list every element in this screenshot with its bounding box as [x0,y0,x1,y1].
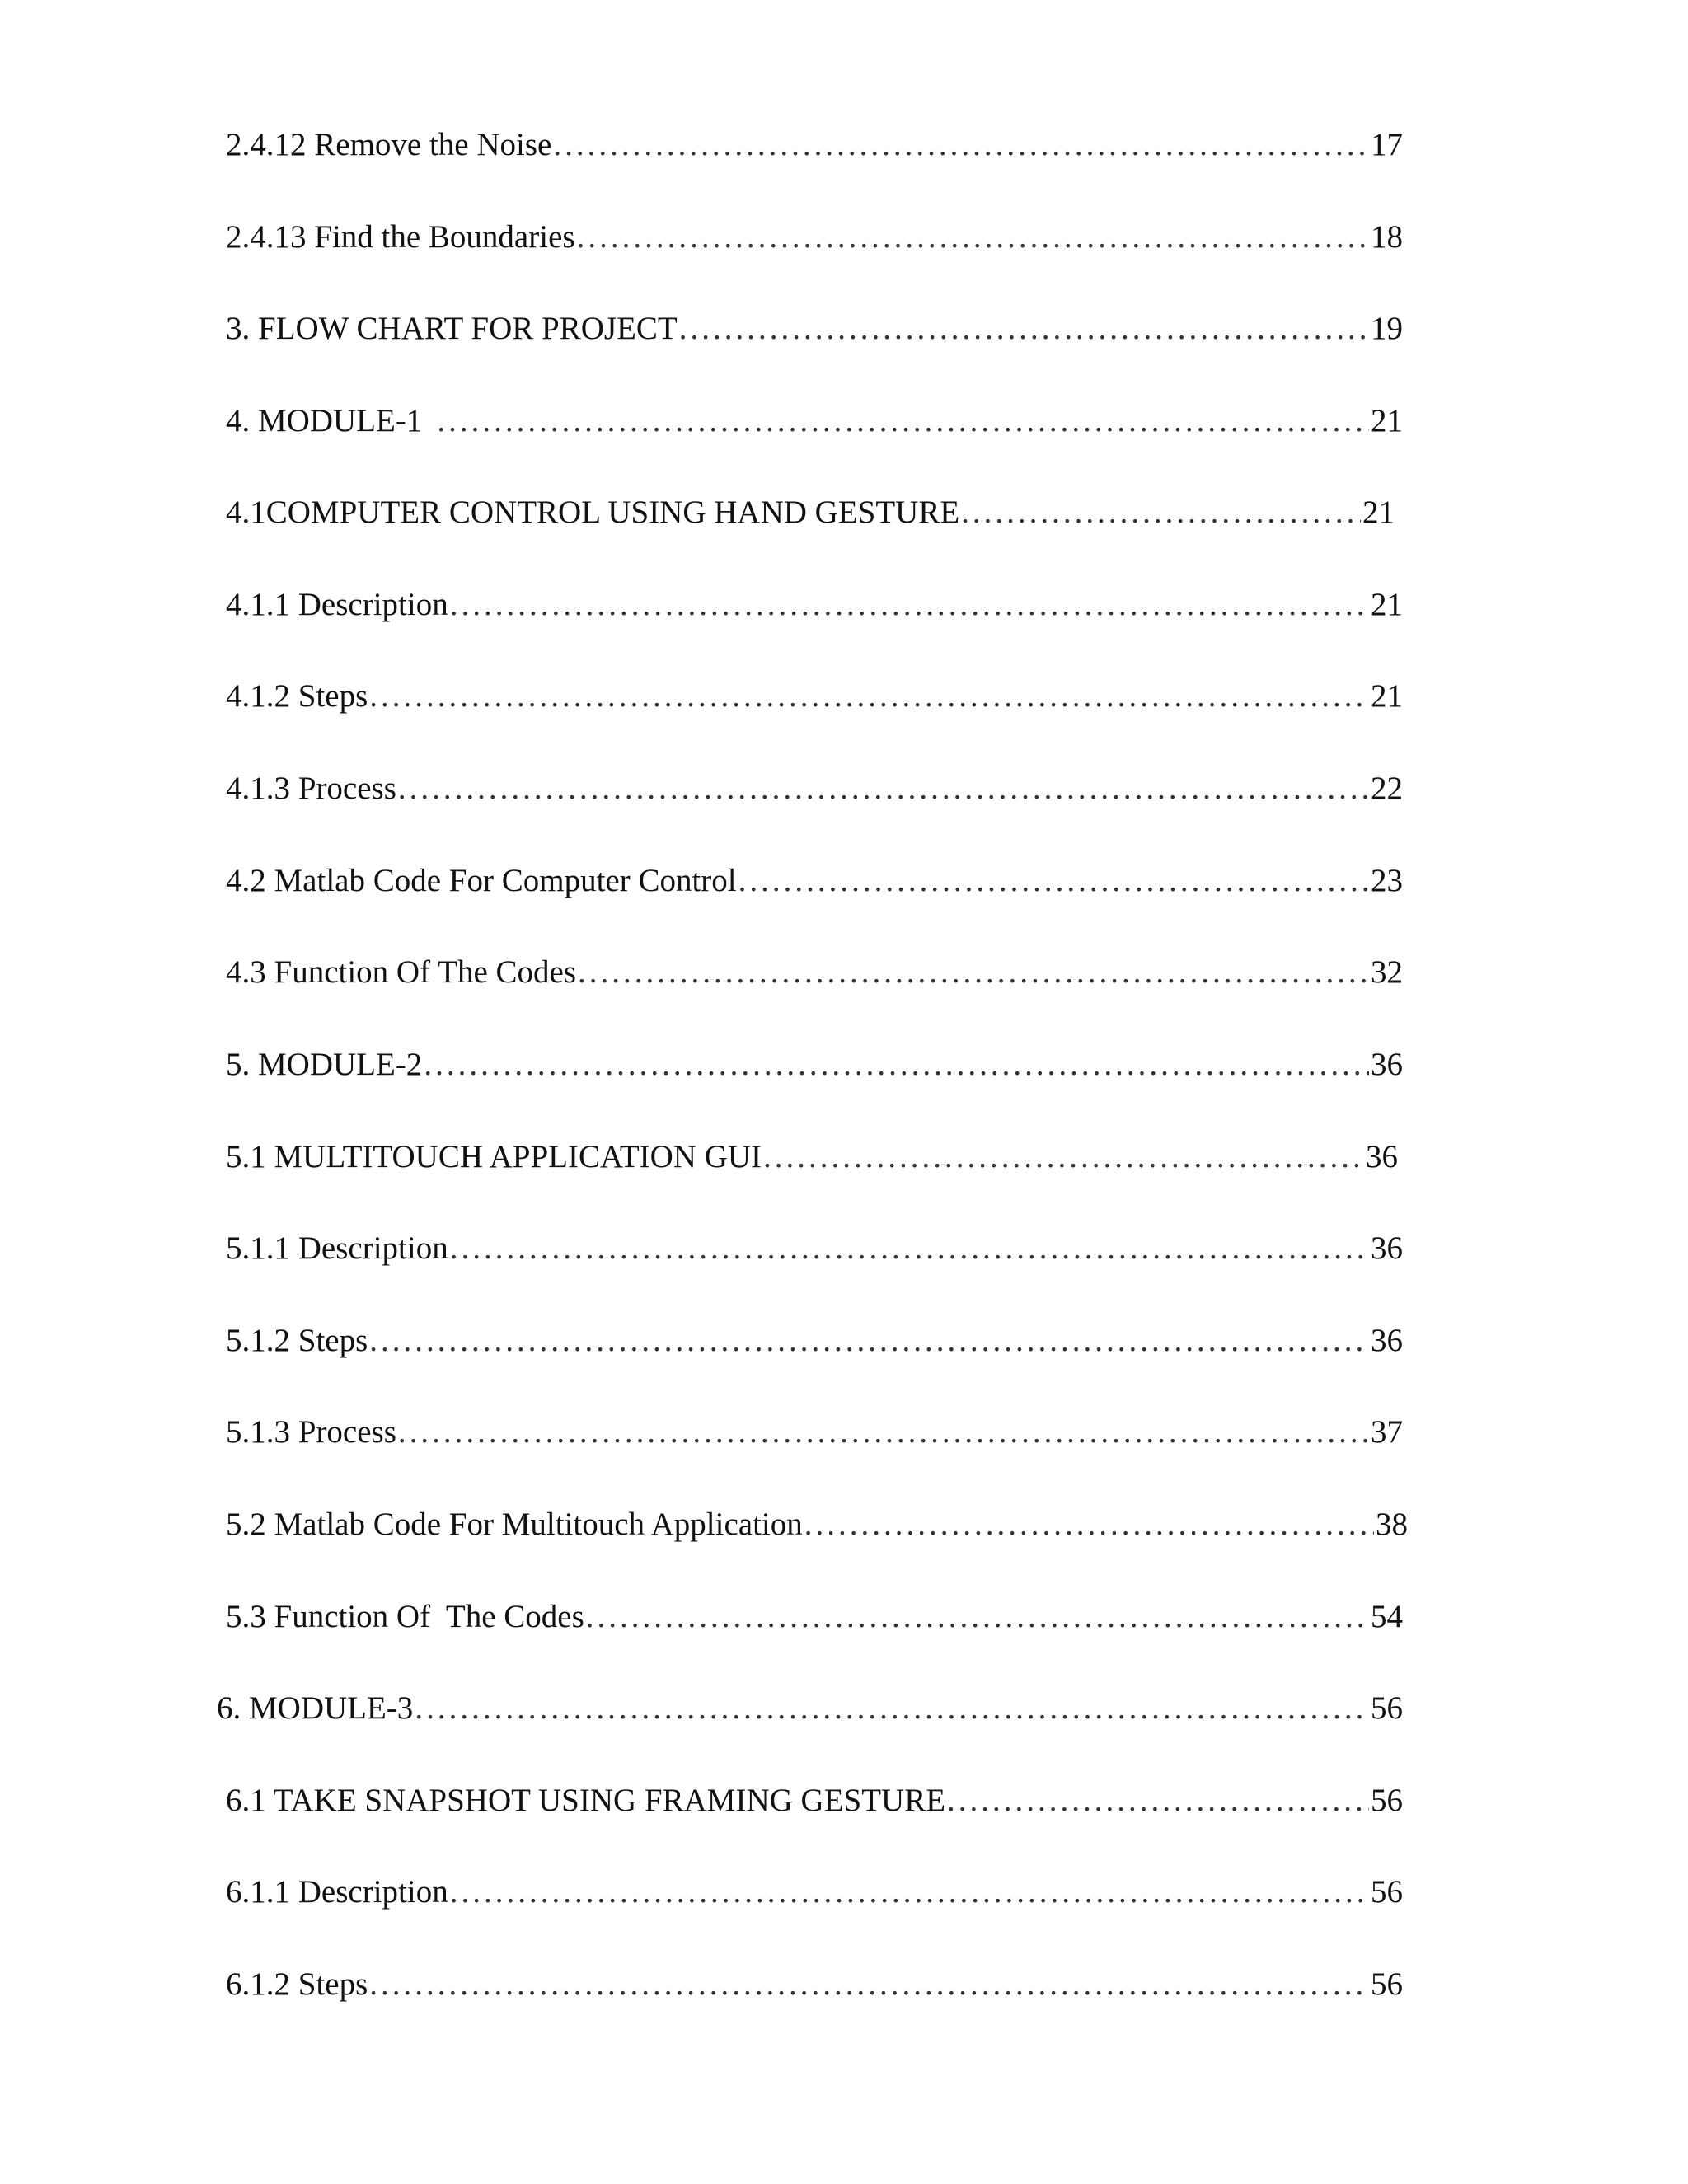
toc-entry-page: 56 [1371,1690,1403,1726]
toc-entry-page: 21 [1371,678,1403,714]
toc-entry-page: 54 [1371,1599,1403,1634]
toc-entry-title: 5.1 MULTITOUCH APPLICATION GUI [226,1139,762,1174]
toc-entry-4-2 [226,856,1403,906]
dot-leader [947,1776,1369,1825]
dot-leader [398,764,1369,813]
toc-entry-2-4-13 [226,213,1403,262]
toc-entry-page: 19 [1371,311,1403,346]
toc-entry-page: 21 [1371,403,1403,438]
dot-leader [424,1040,1369,1090]
toc-entry-5-3 [226,1592,1403,1642]
toc-entry-page: 37 [1371,1414,1403,1450]
toc-entry-title: 2.4.13 Find the Boundaries [226,219,575,255]
toc-entry-page: 36 [1371,1047,1403,1082]
toc-entry-4-3 [226,948,1403,997]
dot-leader [398,1408,1369,1457]
dot-leader [369,1316,1369,1366]
toc-entry-page: 36 [1366,1139,1398,1174]
toc-entry-4-1-2 [226,672,1403,721]
toc-entry-page: 38 [1376,1507,1408,1542]
dot-leader [577,213,1369,262]
toc-entry-title: 4.1COMPUTER CONTROL USING HAND GESTURE [226,494,960,530]
toc-entry-page: 23 [1371,863,1403,898]
toc-entry-page: 21 [1362,494,1395,530]
toc-entry-title: 2.4.12 Remove the Noise [226,127,552,162]
toc-entry-page: 21 [1371,587,1403,622]
toc-entry-6-1 [226,1776,1403,1825]
dot-leader [450,1868,1369,1917]
dot-leader [578,948,1369,997]
toc-entry-page: 36 [1371,1230,1403,1266]
dot-leader [804,1500,1374,1549]
toc-entry-title: 6. MODULE-3 [217,1690,414,1726]
dot-leader [450,580,1369,630]
toc-entry-page: 18 [1371,219,1403,255]
toc-entry-page: 56 [1371,1874,1403,1910]
toc-entry-title: 4.2 Matlab Code For Computer Control [226,863,737,898]
toc-entry-5-2 [226,1500,1408,1549]
toc-entry-5-1-1 [226,1224,1403,1273]
dot-leader [679,304,1369,354]
toc-entry-page: 56 [1371,1966,1403,2002]
toc-entry-page: 22 [1371,771,1403,806]
toc-entry-title: 5. MODULE-2 [226,1047,423,1082]
toc-entry-5-1-3 [226,1408,1403,1457]
toc-entry-5 [226,1040,1403,1090]
toc-entry-page: 56 [1371,1783,1403,1818]
toc-entry-title: 4.3 Function Of The Codes [226,954,577,990]
toc-entry-title: 4.1.3 Process [226,771,396,806]
toc-entry-title: 4.1.2 Steps [226,678,368,714]
dot-leader [369,1960,1369,2009]
dot-leader [763,1132,1364,1182]
dot-leader [961,488,1361,537]
toc-entry-6 [217,1684,1403,1733]
toc-entry-5-1 [226,1132,1398,1182]
toc-entry-title: 5.3 Function Of The Codes [226,1599,584,1634]
toc-entry-page: 17 [1371,127,1403,162]
toc-entry-2-4-12 [226,120,1403,170]
toc-entry-title: 4. MODULE-1 [226,403,423,438]
dot-leader [415,1684,1369,1733]
toc-entry-4-1-3 [226,764,1403,813]
toc-entry-title: 6.1 TAKE SNAPSHOT USING FRAMING GESTURE [226,1783,946,1818]
toc-entry-5-1-2 [226,1316,1403,1366]
toc-entry-title: 5.2 Matlab Code For Multitouch Application [226,1507,803,1542]
toc-entry-4-1-1 [226,580,1403,630]
toc-entry-title: 3. FLOW CHART FOR PROJECT [226,311,678,346]
dot-leader [586,1592,1369,1642]
toc-entry-title: 5.1.3 Process [226,1414,396,1450]
toc-entry-title: 5.1.1 Description [226,1230,448,1266]
toc-entry-3 [226,304,1403,354]
dot-leader [369,672,1369,721]
toc-entry-page: 32 [1371,954,1403,990]
toc-entry-page: 36 [1371,1323,1403,1358]
toc-entry-4 [226,396,1403,446]
toc-entry-4-1 [226,488,1395,537]
toc-entry-title: 4.1.1 Description [226,587,448,622]
dot-leader [450,1224,1369,1273]
dot-leader [738,856,1369,906]
toc-entry-title: 5.1.2 Steps [226,1323,368,1358]
toc-entry-6-1-1 [226,1868,1403,1917]
toc-entry-title: 6.1.1 Description [226,1874,448,1910]
toc-entry-title: 6.1.2 Steps [226,1966,368,2002]
dot-leader [553,120,1369,170]
dot-leader [437,396,1369,446]
toc-entry-6-1-2 [226,1960,1403,2009]
